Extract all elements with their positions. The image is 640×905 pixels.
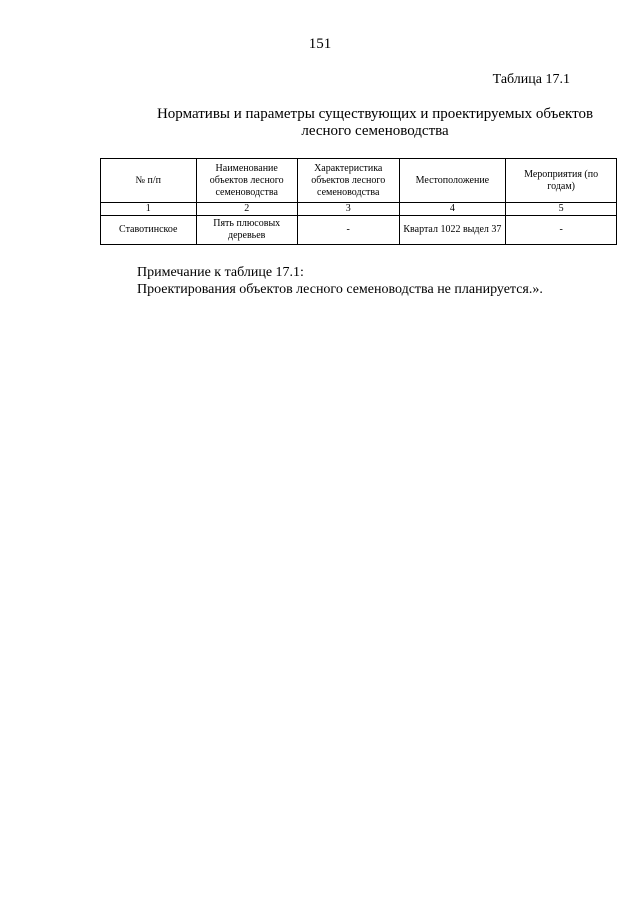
table-label: Таблица 17.1 <box>492 72 570 87</box>
header-activities: Мероприятия (по годам) <box>506 159 617 203</box>
header-number: № п/п <box>101 159 197 203</box>
table-row <box>101 216 617 245</box>
header-characteristics: Характеристика объектов лесного семеноводства <box>297 159 399 203</box>
cell-forestry: Ставотинское <box>101 216 197 245</box>
header-object-name: Наименование объектов лесного семеноводства <box>196 159 297 203</box>
cell-characteristics: - <box>297 216 399 245</box>
cell-activities: - <box>506 216 617 245</box>
seed-objects-table <box>100 158 617 245</box>
cell-object-name: Пять плюсовых деревьев <box>196 216 297 245</box>
column-number: 3 <box>297 203 399 216</box>
table-header-row <box>101 159 617 203</box>
column-number: 2 <box>196 203 297 216</box>
page-number: 151 <box>308 36 332 52</box>
table-note <box>137 264 617 298</box>
document-title-line-2: лесного семеноводства <box>301 123 449 139</box>
document-title-line-1: Нормативы и параметры существующих и проектируемых объектов <box>156 106 594 122</box>
note-heading: Примечание к таблице 17.1: <box>137 265 304 280</box>
cell-location: Квартал 1022 выдел 37 <box>399 216 506 245</box>
column-number-row <box>101 203 617 216</box>
header-location: Местоположение <box>399 159 506 203</box>
column-number: 4 <box>399 203 506 216</box>
column-number: 1 <box>101 203 197 216</box>
note-text: Проектирования объектов лесного семеноводства не планируется.». <box>137 282 543 297</box>
column-number: 5 <box>506 203 617 216</box>
document-title <box>100 106 640 140</box>
